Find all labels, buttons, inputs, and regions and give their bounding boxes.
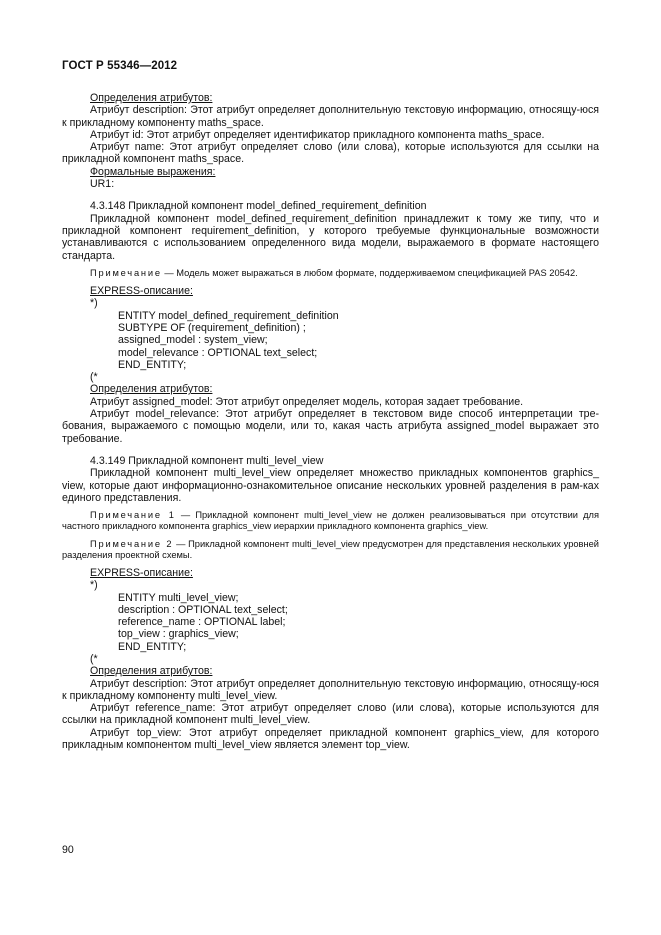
section-body-4-3-148: Прикладной компонент model_defined_requirement_definition принадлежит к тому же типу, что и прикладной компонент requirement_definition, у которого требуемые функциональные возможности устанавливаются с использованием определенного вида модели, выражаемого в формате настоящего стандарта. bbox=[62, 212, 599, 262]
attributes-heading: Определения атрибутов: bbox=[90, 665, 213, 678]
express-code-line: SUBTYPE OF (requirement_definition) ; bbox=[118, 321, 306, 334]
express-heading: EXPRESS-описание: bbox=[90, 566, 193, 579]
attr-description-paragraph: Атрибут description: Этот атрибут определяет дополнительную текстовую информацию, относящу-юся к прикладному компоненту multi_level_view. bbox=[62, 677, 599, 702]
express-code-line: description : OPTIONAL text_select; bbox=[118, 603, 288, 616]
note-2-4-3-149 bbox=[62, 539, 599, 561]
note-text: — Прикладной компонент multi_level_view не должен реализовываться при отсутствии для частного прикладного компонента graphics_view иерархии прикладного компонента graphics_view. bbox=[62, 510, 599, 532]
formal-expressions-heading: Формальные выражения: bbox=[90, 165, 216, 178]
note-text: — Модель может выражаться в любом формате, поддерживаемом спецификацией PAS 20542. bbox=[161, 267, 578, 278]
express-code-line: ENTITY multi_level_view; bbox=[118, 591, 239, 604]
note-label: Примечание 1 bbox=[90, 510, 176, 521]
express-close-marker: (* bbox=[90, 653, 98, 665]
attr-model-relevance-paragraph: Атрибут model_relevance: Этот атрибут определяет в текстовом виде способ интерпретации тре-бования, выражаемого с помощью модели, или то, какая часть атрибута assigned_model выражает это требование. bbox=[62, 408, 599, 445]
express-open-marker: *) bbox=[90, 297, 98, 310]
attr-description-paragraph: Атрибут description: Этот атрибут определяет дополнительную текстовую информацию, относящу-юся к прикладному компоненту maths_space. bbox=[62, 104, 599, 129]
page-content bbox=[62, 92, 599, 751]
formal-rule-ur1: UR1: bbox=[90, 178, 115, 191]
attributes-heading: Определения атрибутов: bbox=[90, 383, 213, 396]
note-1-4-3-149 bbox=[62, 510, 599, 532]
attr-top-view-paragraph: Атрибут top_view: Этот атрибут определяет прикладной компонент graphics_view, для которого прикладным компонентом multi_level_view является элемент top_view. bbox=[62, 726, 599, 752]
section-title-4-3-149: 4.3.149 Прикладной компонент multi_level_view bbox=[90, 454, 324, 467]
express-code-line: ENTITY model_defined_requirement_definition bbox=[118, 309, 339, 322]
section-body-4-3-149: Прикладной компонент multi_level_view определяет множество прикладных компонентов graphics_ view, которые дают информационно-ознакомительное описание нескольких уровней разделения в рам-ках единого представления. bbox=[62, 467, 599, 504]
attr-id-paragraph: Атрибут id: Этот атрибут определяет идентификатор прикладного компонента maths_space. bbox=[90, 128, 545, 141]
express-code-line: top_view : graphics_view; bbox=[118, 628, 239, 641]
express-code-line: reference_name : OPTIONAL label; bbox=[118, 616, 286, 629]
express-code-line: END_ENTITY; bbox=[118, 358, 187, 371]
express-code-line: model_relevance : OPTIONAL text_select; bbox=[118, 346, 318, 359]
express-code-line: assigned_model : system_view; bbox=[118, 334, 268, 347]
note-label: Примечание 2 bbox=[90, 538, 174, 549]
express-heading: EXPRESS-описание: bbox=[90, 285, 193, 298]
attr-reference-name-paragraph: Атрибут reference_name: Этот атрибут определяет слово (или слова), которые используются для ссылки на прикладной компонент multi_level_view. bbox=[62, 702, 599, 727]
express-code-line: END_ENTITY; bbox=[118, 640, 187, 653]
page-number: 90 bbox=[62, 844, 74, 856]
express-open-marker: *) bbox=[90, 579, 98, 592]
note-label: Примечание bbox=[90, 267, 162, 278]
section-title-4-3-148: 4.3.148 Прикладной компонент model_defined_requirement_definition bbox=[90, 200, 427, 213]
document-header: ГОСТ Р 55346—2012 bbox=[62, 60, 178, 72]
note-text: — Прикладной компонент multi_level_view предусмотрен для представления нескольких уровней разделения проектной схемы. bbox=[62, 538, 599, 560]
attr-name-paragraph: Атрибут name: Этот атрибут определяет слово (или слова), которые используются для ссылки на прикладной компонент maths_space. bbox=[62, 141, 599, 166]
express-close-marker: (* bbox=[90, 371, 98, 384]
attr-assigned-model-paragraph: Атрибут assigned_model: Этот атрибут определяет модель, которая задает требование. bbox=[90, 395, 524, 408]
note-4-3-148 bbox=[62, 268, 599, 279]
attributes-heading: Определения атрибутов: bbox=[90, 92, 213, 104]
